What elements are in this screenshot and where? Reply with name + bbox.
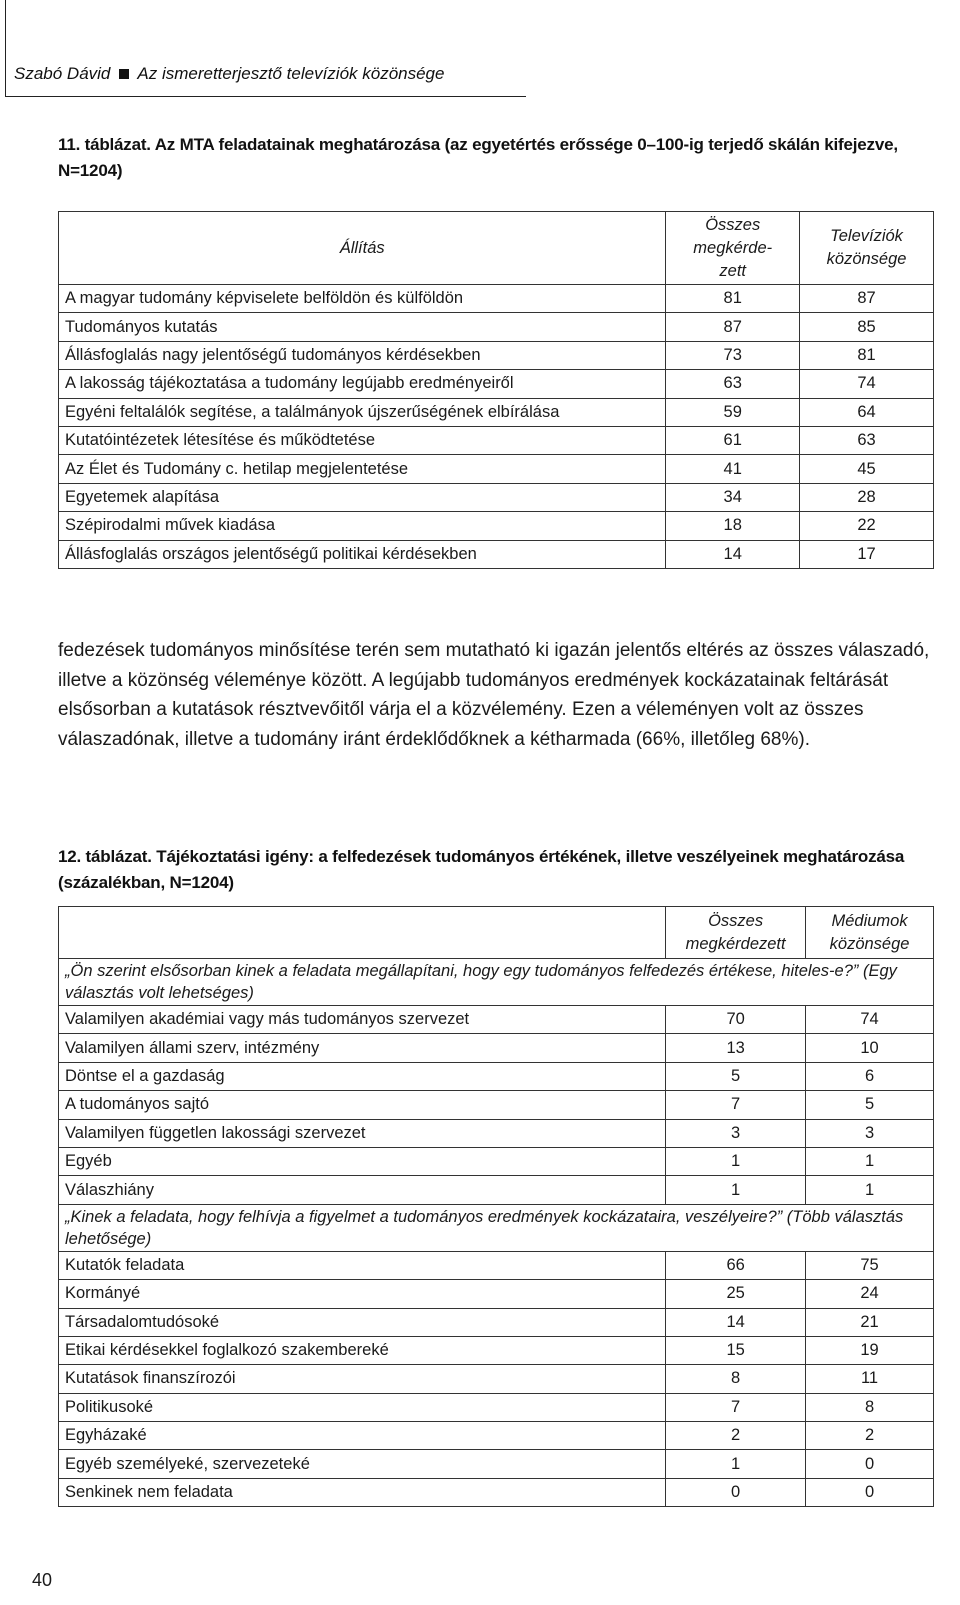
row-label: Szépirodalmi művek kiadása	[59, 512, 666, 540]
table-row	[59, 285, 934, 313]
row-value: 21	[806, 1308, 934, 1336]
table-row	[59, 1336, 934, 1364]
table11-header-tv: Televíziók közönsége	[800, 212, 934, 285]
row-value: 3	[806, 1119, 934, 1147]
row-value: 7	[666, 1091, 806, 1119]
table-row	[59, 1006, 934, 1034]
row-value: 28	[800, 483, 934, 511]
row-label: Valamilyen független lakossági szervezet	[59, 1119, 666, 1147]
row-value: 18	[666, 512, 800, 540]
row-label: Kutatóintézetek létesítése és működtetése	[59, 426, 666, 454]
table-row	[59, 540, 934, 568]
table-row	[59, 341, 934, 369]
table12-caption: 12. táblázat. Tájékoztatási igény: a felfedezések tudományos értékének, illetve veszélyeinek meghatározása (százalékban, N=1204)	[58, 847, 905, 892]
row-label: Egyéb személyeké, szervezeteké	[59, 1450, 666, 1478]
row-value: 17	[800, 540, 934, 568]
table-row	[59, 1062, 934, 1090]
row-value: 1	[806, 1147, 934, 1175]
row-value: 74	[806, 1006, 934, 1034]
row-value: 19	[806, 1336, 934, 1364]
row-value: 85	[800, 313, 934, 341]
table-row	[59, 1422, 934, 1450]
row-value: 5	[666, 1062, 806, 1090]
table12-header-total: Összes megkérdezett	[666, 907, 806, 959]
row-label: Kormányé	[59, 1280, 666, 1308]
table-row	[59, 1365, 934, 1393]
row-label: Az Élet és Tudomány c. hetilap megjelentetése	[59, 455, 666, 483]
row-value: 14	[666, 540, 800, 568]
row-label: Döntse el a gazdaság	[59, 1062, 666, 1090]
row-label: Tudományos kutatás	[59, 313, 666, 341]
row-value: 5	[806, 1091, 934, 1119]
row-value: 14	[666, 1308, 806, 1336]
row-label: Egyéb	[59, 1147, 666, 1175]
row-value: 1	[666, 1450, 806, 1478]
row-value: 22	[800, 512, 934, 540]
body-paragraph: fedezések tudományos minősítése terén sem mutatható ki igazán jelentős eltérés az összes válaszadó, illetve a közönség véleménye között. A legújabb tudományos eredmények kockázatainak feltárását elsősorban a kutatások résztvevőitől várja el a közvélemény. Ezen a véleményen volt az összes válaszadónak, illetve a tudomány iránt érdeklődőknek a kétharmada (66%, illetőleg 68%).	[58, 640, 930, 750]
row-value: 81	[800, 341, 934, 369]
row-value: 74	[800, 370, 934, 398]
table-row	[59, 1450, 934, 1478]
row-value: 10	[806, 1034, 934, 1062]
row-label: Senkinek nem feladata	[59, 1478, 666, 1506]
header-title: Az ismeretterjesztő televíziók közönsége	[137, 64, 445, 83]
table-row	[59, 1034, 934, 1062]
row-value: 63	[800, 426, 934, 454]
row-value: 1	[666, 1176, 806, 1204]
row-value: 3	[666, 1119, 806, 1147]
row-value: 70	[666, 1006, 806, 1034]
row-value: 41	[666, 455, 800, 483]
row-value: 2	[666, 1422, 806, 1450]
table12-header-empty	[59, 907, 666, 959]
row-value: 87	[666, 313, 800, 341]
row-label: Társadalomtudósoké	[59, 1308, 666, 1336]
row-value: 11	[806, 1365, 934, 1393]
question-text: „Kinek a feladata, hogy felhívja a figyelmet a tudományos eredmények kockázataira, veszélyeire?” (Több választás lehetősége)	[59, 1204, 934, 1251]
header-author: Szabó Dávid	[14, 64, 111, 83]
square-bullet-icon	[119, 69, 129, 79]
table-row	[59, 1308, 934, 1336]
table12-header-media: Médiumok közönsége	[806, 907, 934, 959]
table-row	[59, 1119, 934, 1147]
row-label: A tudományos sajtó	[59, 1091, 666, 1119]
row-label: Állásfoglalás országos jelentőségű politikai kérdésekben	[59, 540, 666, 568]
row-value: 45	[800, 455, 934, 483]
row-value: 13	[666, 1034, 806, 1062]
table-row	[59, 1478, 934, 1506]
row-value: 0	[666, 1478, 806, 1506]
table-row	[59, 398, 934, 426]
row-value: 15	[666, 1336, 806, 1364]
table-row	[59, 370, 934, 398]
table-row	[59, 313, 934, 341]
table-row	[59, 1091, 934, 1119]
table11-header-statement: Állítás	[59, 212, 666, 285]
row-value: 75	[806, 1251, 934, 1279]
table11-header-total: Összes megkérde-zett	[666, 212, 800, 285]
row-value: 8	[806, 1393, 934, 1421]
running-header	[14, 64, 444, 84]
table-row	[59, 455, 934, 483]
row-label: Állásfoglalás nagy jelentőségű tudományos kérdésekben	[59, 341, 666, 369]
row-label: Politikusoké	[59, 1393, 666, 1421]
row-label: Valamilyen akadémiai vagy más tudományos szervezet	[59, 1006, 666, 1034]
table-row	[59, 1393, 934, 1421]
row-value: 1	[806, 1176, 934, 1204]
row-value: 66	[666, 1251, 806, 1279]
row-value: 8	[666, 1365, 806, 1393]
table-row	[59, 1147, 934, 1175]
row-value: 64	[800, 398, 934, 426]
table-row	[59, 1176, 934, 1204]
row-value: 6	[806, 1062, 934, 1090]
row-value: 1	[666, 1147, 806, 1175]
row-label: Egyetemek alapítása	[59, 483, 666, 511]
row-value: 61	[666, 426, 800, 454]
table-row	[59, 426, 934, 454]
row-value: 7	[666, 1393, 806, 1421]
row-label: Egyéni feltalálók segítése, a találmányok újszerűségének elbírálása	[59, 398, 666, 426]
row-value: 87	[800, 285, 934, 313]
row-value: 81	[666, 285, 800, 313]
row-label: Valamilyen állami szerv, intézmény	[59, 1034, 666, 1062]
table11	[58, 211, 934, 569]
question-text: „Ön szerint elsősorban kinek a feladata megállapítani, hogy egy tudományos felfedezés értékese, hiteles-e?” (Egy választás volt lehetséges)	[59, 959, 934, 1006]
row-value: 0	[806, 1478, 934, 1506]
table-row	[59, 483, 934, 511]
row-label: Kutatók feladata	[59, 1251, 666, 1279]
table-row	[59, 1251, 934, 1279]
row-label: A lakosság tájékoztatása a tudomány legújabb eredményeiről	[59, 370, 666, 398]
row-label: Kutatások finanszírozói	[59, 1365, 666, 1393]
table-row	[59, 1280, 934, 1308]
row-value: 63	[666, 370, 800, 398]
question-row	[59, 959, 934, 1006]
row-value: 0	[806, 1450, 934, 1478]
question-row	[59, 1204, 934, 1251]
row-value: 25	[666, 1280, 806, 1308]
row-value: 24	[806, 1280, 934, 1308]
table-row	[59, 512, 934, 540]
row-value: 73	[666, 341, 800, 369]
row-label: Etikai kérdésekkel foglalkozó szakembereké	[59, 1336, 666, 1364]
table12	[58, 906, 934, 1507]
row-label: Válaszhiány	[59, 1176, 666, 1204]
row-label: A magyar tudomány képviselete belföldön és külföldön	[59, 285, 666, 313]
row-value: 59	[666, 398, 800, 426]
row-value: 2	[806, 1422, 934, 1450]
row-label: Egyházaké	[59, 1422, 666, 1450]
page-number: 40	[32, 1570, 53, 1590]
table11-caption: 11. táblázat. Az MTA feladatainak meghatározása (az egyetértés erőssége 0–100-ig terjedő skálán kifejezve, N=1204)	[58, 135, 898, 180]
row-value: 34	[666, 483, 800, 511]
